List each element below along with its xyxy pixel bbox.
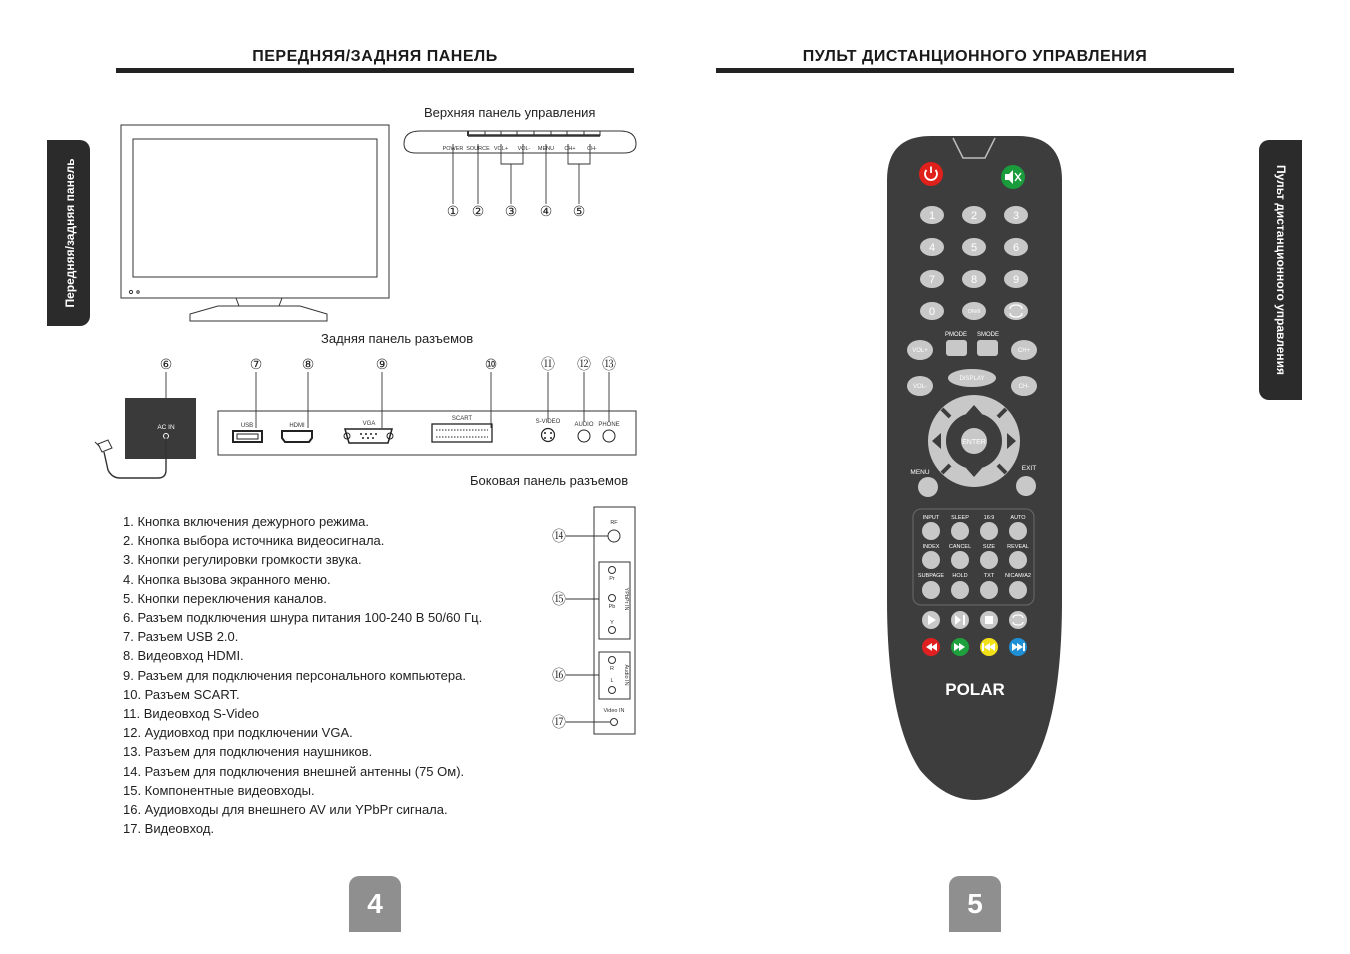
- callout-3: ③: [504, 203, 518, 219]
- stop-icon: [985, 616, 993, 624]
- scart-label: SCART: [451, 416, 473, 422]
- top-btn-vol-plus: VOL+: [493, 146, 509, 152]
- legend-item: 4. Кнопка вызова экранного меню.: [123, 571, 331, 587]
- display-label: DISPLAY: [959, 376, 985, 382]
- smode-button[interactable]: [977, 340, 998, 356]
- input-label: INPUT: [922, 515, 940, 521]
- reveal-label: REVEAL: [1007, 544, 1029, 550]
- callout-5: ⑤: [572, 203, 586, 219]
- usb-label: USB: [240, 423, 254, 429]
- auto-button[interactable]: [1009, 522, 1027, 540]
- top-btn-ch-plus: CH+: [564, 146, 576, 152]
- callout-4: ④: [539, 203, 553, 219]
- nicam-label: NICAM/A2: [1005, 573, 1031, 579]
- legend-item: 10. Разъем SCART.: [123, 686, 240, 702]
- size-button[interactable]: [980, 551, 998, 569]
- sleep-label: SLEEP: [951, 515, 969, 521]
- rf-label: RF: [610, 520, 618, 526]
- smode-label: SMODE: [976, 332, 1000, 338]
- legend-item: 14. Разъем для подключения внешней антенны (75 Ом).: [123, 763, 465, 779]
- pmode-label: PMODE: [944, 332, 968, 338]
- legend-item: 5. Кнопки переключения каналов.: [123, 590, 327, 606]
- callout-13: ⑬: [602, 356, 616, 372]
- callout-2: ②: [471, 203, 485, 219]
- legend-item: 6. Разъем подключения шнура питания 100-240 В 50/60 Гц.: [123, 610, 483, 626]
- vol-plus-label: VOL+: [912, 348, 928, 354]
- l-label: L: [610, 678, 614, 684]
- top-btn-ch-minus: CH-: [587, 146, 597, 152]
- subpage-button[interactable]: [922, 581, 940, 599]
- vga-label: VGA: [362, 421, 376, 427]
- audio-in-label: Audio IN: [623, 664, 629, 686]
- cancel-button[interactable]: [951, 551, 969, 569]
- svideo-label: S-VIDEO: [535, 419, 561, 425]
- mute-button[interactable]: [1001, 165, 1025, 189]
- hold-button[interactable]: [951, 581, 969, 599]
- callout-6: ⑥: [159, 356, 173, 372]
- ypbpr-in-label: YPbPr IN: [623, 587, 629, 611]
- menu-label: MENU: [910, 469, 930, 476]
- left-side-tab-label: Передняя/задняя панель: [63, 158, 77, 308]
- digit-9-label: 9: [1012, 274, 1020, 286]
- callout-7: ⑦: [249, 356, 263, 372]
- menu-button[interactable]: [918, 477, 938, 497]
- callout-12: ⑫: [577, 356, 591, 372]
- digit-7-label: 7: [928, 274, 936, 286]
- txt-button[interactable]: [980, 581, 998, 599]
- legend-item: 12. Аудиовход при подключении VGA.: [123, 725, 353, 741]
- digit-6-label: 6: [1012, 242, 1020, 254]
- top-btn-power: POWER: [442, 146, 464, 152]
- right-side-tab-label: Пульт дистанционного управления: [1274, 164, 1288, 376]
- callout-11: ⑪: [541, 356, 555, 372]
- aspect-button[interactable]: [980, 522, 998, 540]
- page-number-right: 5: [949, 876, 1001, 932]
- callout-16: ⑯: [552, 667, 566, 683]
- callout-15: ⑮: [552, 591, 566, 607]
- y-label: Y: [610, 620, 614, 626]
- legend-item: 11. Видеовход S-Video: [123, 706, 260, 722]
- enter-label: ENTER: [962, 439, 986, 446]
- legend-item: 17. Видеовход.: [123, 821, 215, 837]
- size-label: SIZE: [982, 544, 996, 550]
- nicam-button[interactable]: [1009, 581, 1027, 599]
- side-panel-caption: Боковая панель разъемов: [470, 473, 629, 488]
- digit-1-label: 1: [928, 210, 936, 222]
- ch-minus-label: CH-: [1018, 384, 1030, 390]
- top-panel-caption: Верхняя панель управления: [424, 105, 596, 120]
- aspect-label: 16:9: [983, 515, 995, 521]
- cancel-label: CANCEL: [948, 544, 972, 550]
- pb-label: Pb: [608, 604, 616, 610]
- callout-9: ⑨: [375, 356, 389, 372]
- reveal-button[interactable]: [1009, 551, 1027, 569]
- ch-plus-label: CH+: [1017, 348, 1031, 354]
- power-button[interactable]: [919, 162, 943, 186]
- video-in-label: Video IN: [603, 708, 625, 714]
- legend-item: 9. Разъем для подключения персонального компьютера.: [123, 667, 466, 683]
- pr-label: Pr: [609, 576, 615, 582]
- legend-item: 13. Разъем для подключения наушников.: [123, 744, 373, 760]
- legend-item: 2. Кнопка выбора источника видеосигнала.: [123, 533, 385, 549]
- subpage-label: SUBPAGE: [917, 573, 945, 579]
- hdmi-label: HDMI: [289, 423, 305, 429]
- r-label: R: [610, 666, 614, 672]
- auto-label: AUTO: [1010, 515, 1026, 521]
- digit-8-label: 8: [970, 274, 978, 286]
- top-btn-vol-minus: VOL-: [517, 146, 531, 152]
- callout-10: ⑩: [484, 356, 498, 372]
- legend-item: 15. Компонентные видеовходы.: [123, 782, 315, 798]
- page-number-left: 4: [349, 876, 401, 932]
- audio-label: AUDIO: [574, 422, 594, 428]
- digit-5-label: 5: [970, 242, 978, 254]
- legend-item: 3. Кнопки регулировки громкости звука.: [123, 552, 362, 568]
- legend-item: 7. Разъем USB 2.0.: [123, 629, 239, 645]
- phone-label: PHONE: [598, 422, 620, 428]
- hold-label: HOLD: [952, 573, 968, 579]
- brand-logo: POLAR: [945, 680, 1005, 699]
- digit-0-label: 0: [928, 306, 936, 318]
- exit-label: EXIT: [1021, 465, 1037, 472]
- vol-minus-label: VOL-: [912, 384, 928, 390]
- callout-8: ⑧: [301, 356, 315, 372]
- digit-2-label: 2: [970, 210, 978, 222]
- exit-button[interactable]: [1016, 476, 1036, 496]
- callout-17: ⑰: [552, 714, 566, 730]
- top-btn-source: SOURCE: [466, 146, 490, 152]
- rear-panel-caption: Задняя панель разъемов: [321, 331, 474, 346]
- digit-4-label: 4: [928, 242, 936, 254]
- index-label: INDEX: [922, 544, 940, 550]
- pmode-button[interactable]: [946, 340, 967, 356]
- right-page-title: ПУЛЬТ ДИСТАНЦИОННОГО УПРАВЛЕНИЯ: [802, 48, 1148, 65]
- callout-1: ①: [446, 203, 460, 219]
- sleep-button[interactable]: [951, 522, 969, 540]
- legend-item: 1. Кнопка включения дежурного режима.: [123, 514, 370, 529]
- on-off-label: ON/II: [967, 309, 981, 315]
- left-page-title: ПЕРЕДНЯЯ/ЗАДНЯЯ ПАНЕЛЬ: [252, 48, 498, 65]
- callout-14: ⑭: [552, 528, 566, 544]
- ac-in-label: AC IN: [157, 424, 175, 431]
- digit-3-label: 3: [1012, 210, 1020, 222]
- legend-item: 16. Аудиовходы для внешнего AV или YPbPr сигнала.: [123, 802, 448, 818]
- legend-item: 8. Видеовход HDMI.: [123, 648, 244, 664]
- top-btn-menu: MENU: [537, 146, 555, 152]
- input-button[interactable]: [922, 522, 940, 540]
- index-button[interactable]: [922, 551, 940, 569]
- txt-label: TXT: [983, 573, 995, 579]
- repeat-button[interactable]: [1009, 611, 1027, 629]
